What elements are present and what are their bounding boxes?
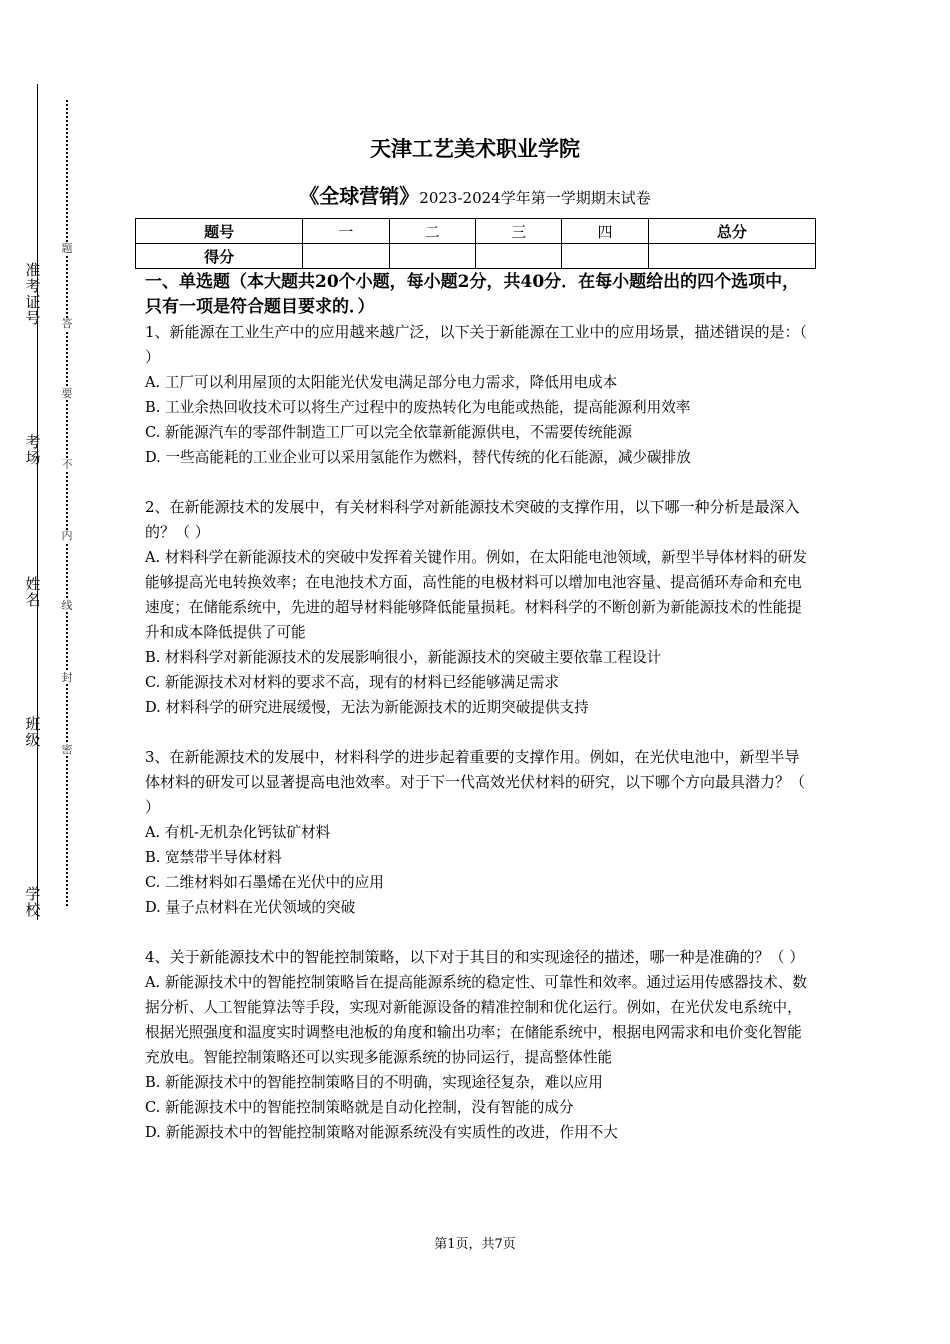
score-blank [648, 244, 815, 269]
score-cell: 四 [562, 219, 648, 244]
question-stem: 2、在新能源技术的发展中，有关材料科学对新能源技术突破的支撑作用，以下哪一种分析是最深入的？（ ） [145, 498, 800, 541]
spacer [145, 470, 810, 495]
seal-char: 密 [59, 744, 75, 756]
score-blank [303, 244, 389, 269]
seal-char: 要 [59, 388, 75, 400]
seal-char: 封 [59, 672, 75, 684]
score-table-header-row [136, 219, 816, 244]
score-cell: 题号 [136, 219, 303, 244]
option-d: D. 一些高能耗的工业企业可以采用氢能作为燃料，替代传统的化石能源，减少碳排放 [145, 449, 691, 466]
student-info-margin [22, 90, 44, 920]
score-blank [562, 244, 648, 269]
exam-subtitle [0, 180, 950, 209]
spacer [145, 720, 810, 745]
score-cell: 一 [303, 219, 389, 244]
spacer [145, 920, 810, 945]
score-cell: 总分 [648, 219, 815, 244]
term-label: 2023-2024学年第一学期期末试卷 [419, 189, 651, 207]
option-d: D. 新能源技术中的智能控制策略对能源系统没有实质性的改进，作用不大 [145, 1124, 618, 1141]
option-b: B. 材料科学对新能源技术的发展影响很小，新能源技术的突破主要依靠工程设计 [145, 649, 662, 666]
score-cell: 三 [475, 219, 561, 244]
page-title: 天津工艺美术职业学院 [370, 137, 580, 161]
option-b: B. 宽禁带半导体材料 [145, 849, 282, 866]
option-b: B. 新能源技术中的智能控制策略目的不明确，实现途径复杂，难以应用 [145, 1074, 603, 1091]
option-b: B. 工业余热回收技术可以将生产过程中的废热转化为电能或热能，提高能源利用效率 [145, 399, 691, 416]
school-label: 学校 [25, 885, 41, 919]
score-blank [475, 244, 561, 269]
option-a: A. 材料科学在新能源技术的突破中发挥着关键作用。例如，在太阳能电池领域，新型半导体材料的研发能够提高光电转换效率；在电池技术方面，高性能的电极材料可以增加电池容量、提高循环寿命和充电速度；在储能系统中，先进的超导材料能够降低能量损耗。材料科学的不断创新为新能源技术的性能提升和成本降低提供了可能 [145, 549, 807, 641]
question-stem: 4、关于新能源技术中的智能控制策略，以下对于其目的和实现途径的描述，哪一种是准确的？（ ） [145, 948, 805, 966]
option-d: D. 量子点材料在光伏领域的突破 [145, 899, 356, 916]
course-name: 《全球营销》 [299, 184, 420, 208]
option-d: D. 材料科学的研究进展缓慢，无法为新能源技术的近期突破提供支持 [145, 699, 589, 716]
exam-room-label: 考场 [25, 433, 41, 467]
seal-char: 线 [59, 600, 75, 612]
seal-char: 题 [59, 243, 75, 255]
name-label: 姓名 [25, 575, 41, 609]
question-stem: 1、新能源在工业生产中的应用越来越广泛，以下关于新能源在工业中的应用场景，描述错误的是：（ ） [145, 323, 808, 366]
seal-char: 内 [59, 530, 75, 542]
class-label: 班级 [25, 715, 41, 749]
option-a: A. 新能源技术中的智能控制策略旨在提高能源系统的稳定性、可靠性和效率。通过运用传感器技术、数据分析、人工智能算法等手段，实现对新能源设备的精准控制和优化运行。例如，在光伏发电系统中，根据光照强度和温度实时调整电池板的角度和输出功率；在储能系统中，根据电网需求和电价变化智能充放电。智能控制策略还可以实现多能源系统的协同运行，提高整体性能 [145, 974, 807, 1066]
seal-char: 答 [59, 318, 75, 330]
exam-content [145, 270, 810, 1145]
score-cell: 二 [389, 219, 475, 244]
score-table [135, 218, 816, 269]
option-a: A. 工厂可以利用屋顶的太阳能光伏发电满足部分电力需求，降低用电成本 [145, 374, 618, 391]
score-blank [389, 244, 475, 269]
option-c: C. 新能源汽车的零部件制造工厂可以完全依靠新能源供电，不需要传统能源 [145, 424, 632, 441]
exam-number-label: 准考证号 [25, 261, 41, 327]
option-c: C. 二维材料如石墨烯在光伏中的应用 [145, 874, 384, 891]
question-stem: 3、在新能源技术的发展中，材料科学的进步起着重要的支撑作用。例如，在光伏电池中，新型半导体材料的研发可以显著提高电池效率。对于下一代高效光伏材料的研究，以下哪个方向最具潜力？（ ） [145, 748, 806, 816]
page-number: 第1页，共7页 [434, 1237, 516, 1252]
seal-char: 不 [59, 459, 75, 471]
option-a: A. 有机-无机杂化钙钛矿材料 [145, 824, 331, 841]
score-table-score-row [136, 244, 816, 269]
option-c: C. 新能源技术中的智能控制策略就是自动化控制，没有智能的成分 [145, 1099, 574, 1116]
score-cell: 得分 [136, 244, 303, 269]
section-heading: 一、单选题（本大题共20个小题，每小题2分，共40分．在每小题给出的四个选项中，只有一项是符合题目要求的．） [145, 272, 800, 317]
seal-line [66, 100, 68, 906]
option-c: C. 新能源技术对材料的要求不高，现有的材料已经能够满足需求 [145, 674, 559, 691]
